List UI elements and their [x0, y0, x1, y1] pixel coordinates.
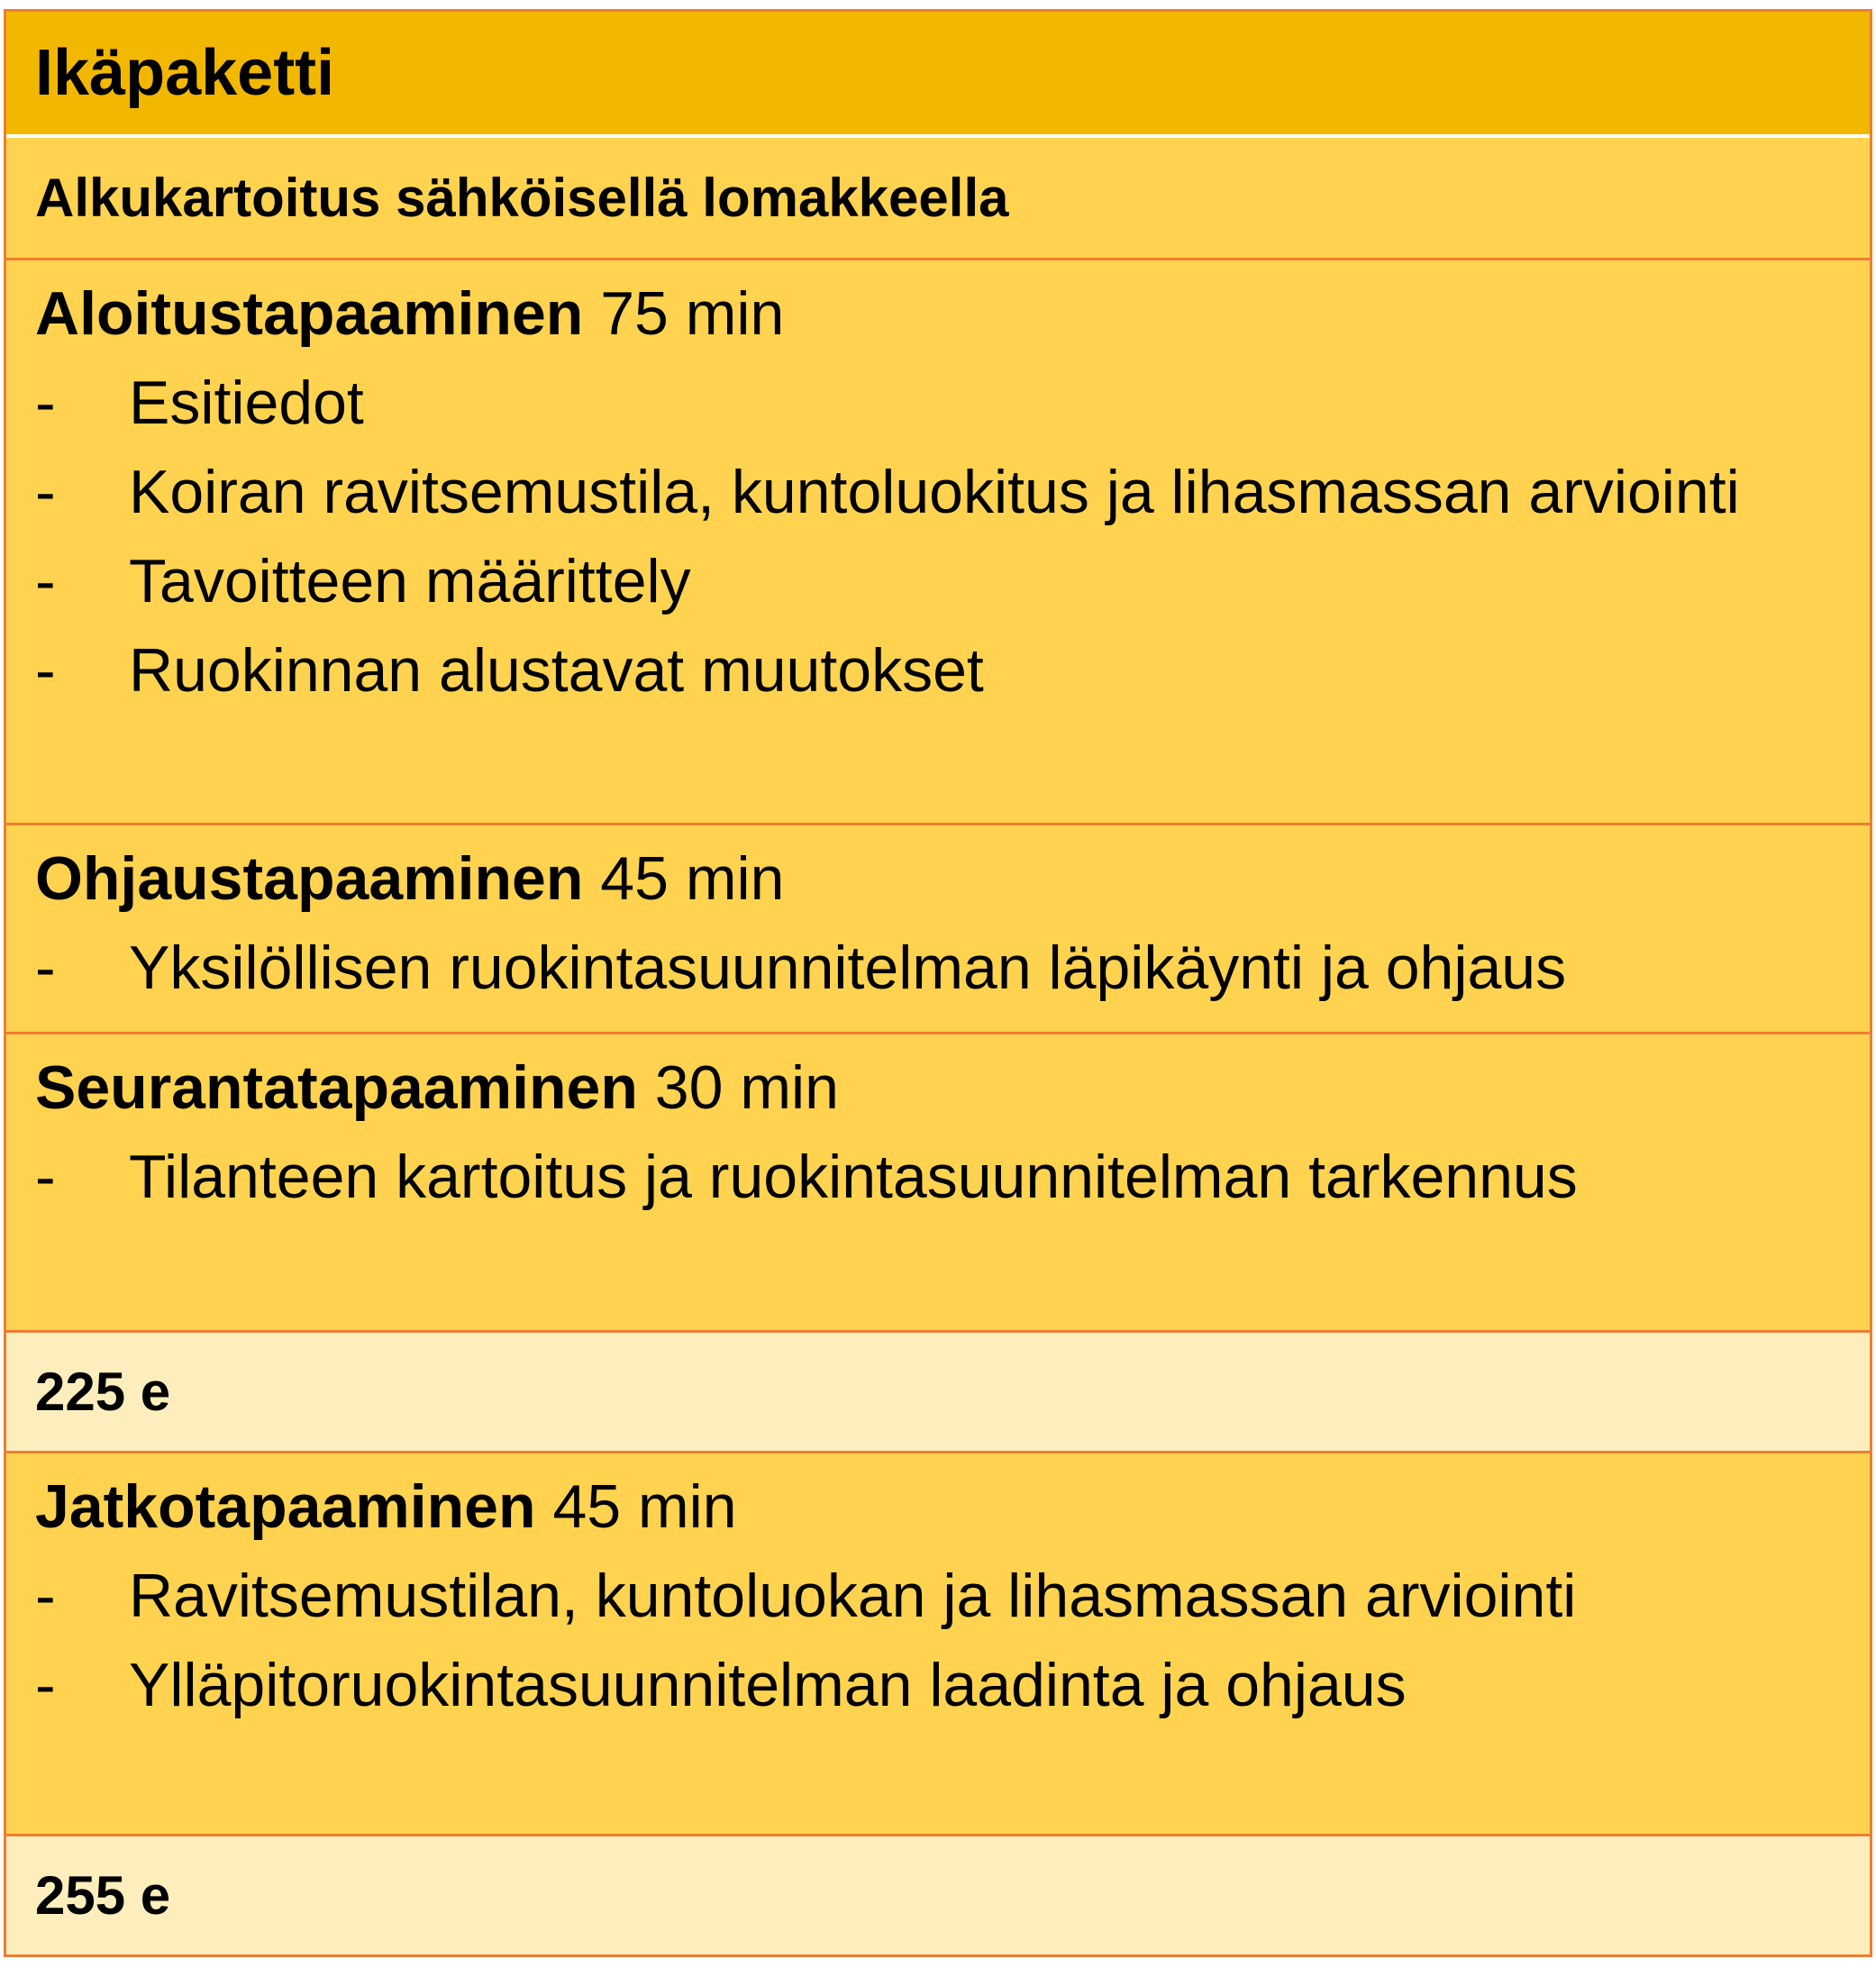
session-heading — [35, 269, 1841, 359]
list-item — [35, 1552, 1841, 1641]
session-duration: 45 min — [552, 1472, 737, 1541]
session-heading — [35, 834, 1841, 924]
list-item — [35, 537, 1841, 626]
session-items — [35, 924, 1841, 1013]
dash-marker: - — [35, 636, 56, 705]
list-item-text: Ylläpitoruokintasuunnitelman laadinta ja ohjaus — [129, 1651, 1407, 1719]
session-duration: 30 min — [654, 1053, 839, 1122]
price-value: 255 e — [35, 1865, 171, 1926]
session-aloitus — [6, 260, 1870, 825]
session-name: Jatkotapaaminen — [35, 1472, 536, 1541]
list-item — [35, 1641, 1841, 1730]
list-item-text: Esitiedot — [129, 369, 364, 437]
session-items — [35, 359, 1841, 715]
dash-marker: - — [35, 1143, 56, 1211]
package-header — [6, 12, 1870, 138]
intro-text: Alkukartoitus sähköisellä lomakkeella — [35, 167, 1009, 228]
package-title: Ikäpaketti — [35, 37, 335, 109]
session-duration: 75 min — [600, 279, 785, 348]
package-table — [4, 9, 1872, 1957]
session-items — [35, 1552, 1841, 1730]
session-items — [35, 1133, 1841, 1222]
list-item-text: Ruokinnan alustavat muutokset — [129, 636, 984, 705]
dash-marker: - — [35, 1651, 56, 1719]
price-row — [6, 1333, 1870, 1453]
session-name: Ohjaustapaaminen — [35, 844, 584, 913]
price-value: 225 e — [35, 1362, 171, 1422]
session-seuranta — [6, 1034, 1870, 1333]
dash-marker: - — [35, 458, 56, 526]
list-item-text: Tavoitteen määrittely — [129, 547, 691, 615]
session-heading — [35, 1043, 1841, 1133]
list-item — [35, 448, 1841, 537]
session-ohjaus — [6, 825, 1870, 1034]
session-duration: 45 min — [600, 844, 785, 913]
list-item-text: Tilanteen kartoitus ja ruokintasuunnitelman tarkennus — [129, 1143, 1578, 1211]
dash-marker: - — [35, 1562, 56, 1630]
dash-marker: - — [35, 934, 56, 1002]
session-heading — [35, 1462, 1841, 1552]
dash-marker: - — [35, 547, 56, 615]
list-item — [35, 1133, 1841, 1222]
price-row — [6, 1836, 1870, 1957]
intro-row — [6, 138, 1870, 260]
session-name: Aloitustapaaminen — [35, 279, 584, 348]
list-item — [35, 359, 1841, 448]
list-item-text: Koiran ravitsemustila, kuntoluokitus ja lihasmassan arviointi — [129, 458, 1740, 526]
list-item — [35, 626, 1841, 715]
list-item — [35, 924, 1841, 1013]
session-jatko — [6, 1453, 1870, 1836]
dash-marker: - — [35, 369, 56, 437]
list-item-text: Ravitsemustilan, kuntoluokan ja lihasmassan arviointi — [129, 1562, 1577, 1630]
list-item-text: Yksilöllisen ruokintasuunnitelman läpikäynti ja ohjaus — [129, 934, 1567, 1002]
session-name: Seurantatapaaminen — [35, 1053, 638, 1122]
